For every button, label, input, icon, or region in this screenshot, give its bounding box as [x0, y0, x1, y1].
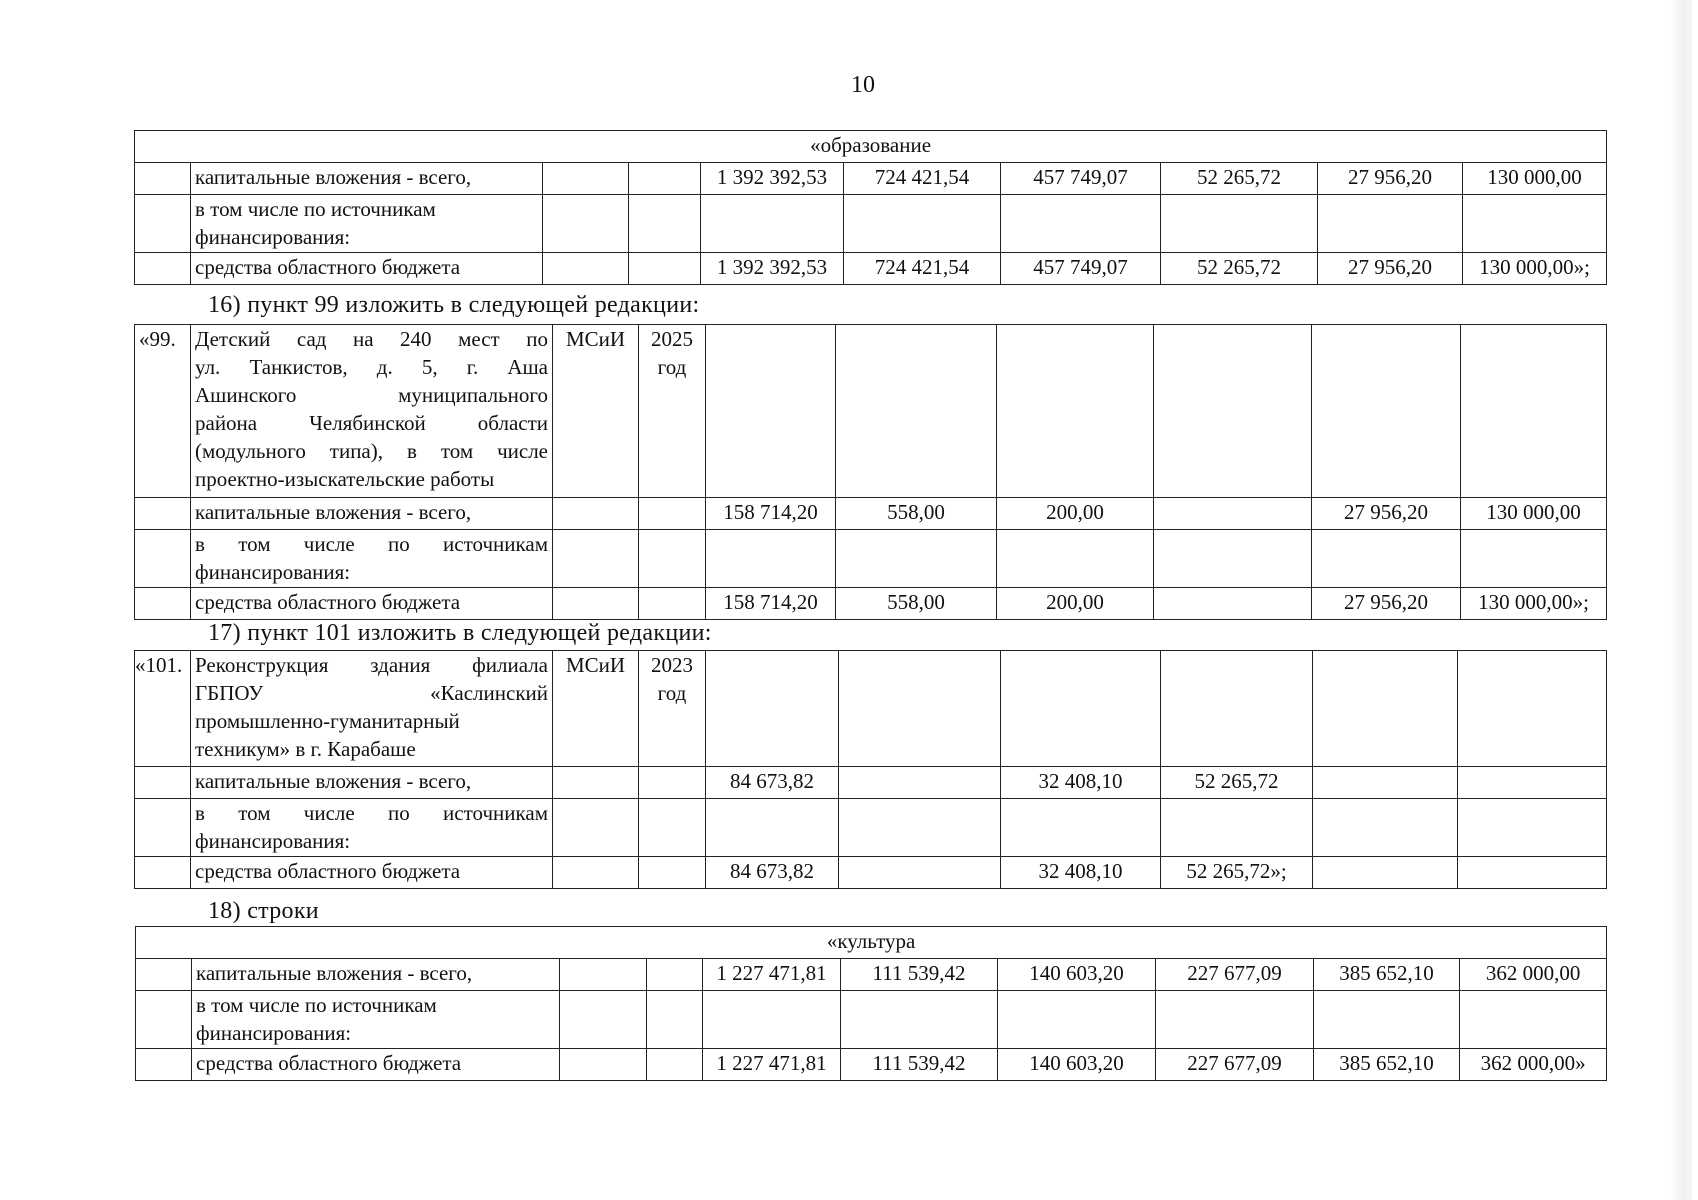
table-row: [135, 588, 1607, 620]
year: 2023 год: [639, 651, 706, 767]
table-cell: 27 956,20: [1318, 253, 1463, 285]
row-label: капитальные вложения - всего,: [192, 959, 560, 991]
table-cell: [1313, 857, 1458, 889]
row-label: средства областного бюджета: [191, 588, 553, 620]
row-label: в том числе по источникам финансирования:: [192, 991, 560, 1049]
page-number: 10: [851, 72, 875, 98]
executor: МСиИ: [553, 325, 639, 498]
table-cell: 158 714,20: [706, 588, 836, 620]
table-cell: [1458, 767, 1607, 799]
row-label: средства областного бюджета: [192, 1049, 560, 1081]
table-cell: 130 000,00: [1463, 163, 1607, 195]
row-label: капитальные вложения - всего,: [191, 498, 553, 530]
table-cell: 724 421,54: [844, 253, 1001, 285]
table-cell: 52 265,72: [1161, 767, 1313, 799]
table-row: [135, 530, 1607, 588]
table-row: [135, 163, 1607, 195]
table-cell: 1 392 392,53: [701, 253, 844, 285]
table-cell: 130 000,00: [1461, 498, 1607, 530]
table-cell: 200,00: [997, 498, 1154, 530]
row-label: в том числе по источникам финансирования:: [191, 799, 553, 857]
table-cell: 457 749,07: [1001, 163, 1161, 195]
table-row: [135, 651, 1607, 767]
table-cell: [1313, 767, 1458, 799]
year: 2025 год: [639, 325, 706, 498]
table-cell: 558,00: [836, 588, 997, 620]
object-name: Детский сад на 240 мест по ул. Танкистов, д. 5, г. Аша Ашинского муниципального района Челябинской области (модульного типа), в том числе проектно-изыскательские работы: [191, 325, 553, 498]
table-row: [135, 857, 1607, 889]
table-cell: 227 677,09: [1156, 1049, 1314, 1081]
table-cell: 140 603,20: [998, 1049, 1156, 1081]
table-cell: 52 265,72: [1161, 163, 1318, 195]
table-cell: 1 227 471,81: [703, 959, 841, 991]
table-cell: 362 000,00»: [1460, 1049, 1607, 1081]
education-table: [134, 130, 1607, 285]
table-cell: 200,00: [997, 588, 1154, 620]
table-cell: 362 000,00: [1460, 959, 1607, 991]
table-row: [136, 959, 1607, 991]
row-label: капитальные вложения - всего,: [191, 767, 553, 799]
table-cell: [1458, 857, 1607, 889]
table-cell: 558,00: [836, 498, 997, 530]
row-label: средства областного бюджета: [191, 253, 543, 285]
item-16-intro: 16) пункт 99 изложить в следующей редакции:: [208, 292, 700, 318]
table-cell: [839, 857, 1001, 889]
table-cell: [839, 767, 1001, 799]
item-number: «101.: [135, 651, 191, 767]
table-row: [135, 799, 1607, 857]
item-17-intro: 17) пункт 101 изложить в следующей редакции:: [208, 620, 712, 646]
item-18-intro: 18) строки: [208, 898, 319, 924]
row-label: капитальные вложения - всего,: [191, 163, 543, 195]
section-caption: «образование: [135, 131, 1607, 163]
table-cell: 130 000,00»;: [1463, 253, 1607, 285]
scan-edge-shadow: [1670, 0, 1692, 1200]
culture-table: [135, 926, 1607, 1081]
row-label: в том числе по источникам финансирования:: [191, 530, 553, 588]
table-row: [136, 991, 1607, 1049]
table-cell: 84 673,82: [706, 857, 839, 889]
table-row: [135, 253, 1607, 285]
table-cell: 227 677,09: [1156, 959, 1314, 991]
object-name: Реконструкция здания филиала ГБПОУ «Каслинский промышленно-гуманитарный техникум» в г. Карабаше: [191, 651, 553, 767]
table-cell: 27 956,20: [1312, 588, 1461, 620]
table-cell: 84 673,82: [706, 767, 839, 799]
table-cell: 111 539,42: [841, 959, 998, 991]
section-caption: «культура: [136, 927, 1607, 959]
table-cell: 385 652,10: [1314, 1049, 1460, 1081]
table-cell: 32 408,10: [1001, 857, 1161, 889]
item-101-table: [134, 650, 1607, 889]
table-row: [135, 767, 1607, 799]
table-row: [135, 498, 1607, 530]
row-label: в том числе по источникам финансирования:: [191, 195, 543, 253]
item-number: «99.: [135, 325, 191, 498]
table-row: [136, 1049, 1607, 1081]
table-cell: 140 603,20: [998, 959, 1156, 991]
table-cell: 130 000,00»;: [1461, 588, 1607, 620]
table-cell: 27 956,20: [1312, 498, 1461, 530]
table-row: [135, 195, 1607, 253]
table-cell: 1 227 471,81: [703, 1049, 841, 1081]
table-cell: 1 392 392,53: [701, 163, 844, 195]
table-cell: 385 652,10: [1314, 959, 1460, 991]
table-cell: 32 408,10: [1001, 767, 1161, 799]
executor: МСиИ: [553, 651, 639, 767]
table-cell: 52 265,72: [1161, 253, 1318, 285]
table-cell: [1154, 498, 1312, 530]
item-99-table: [134, 324, 1607, 620]
table-row: [135, 325, 1607, 498]
table-cell: 724 421,54: [844, 163, 1001, 195]
row-label: средства областного бюджета: [191, 857, 553, 889]
table-cell: [1154, 588, 1312, 620]
table-cell: 158 714,20: [706, 498, 836, 530]
table-cell: 111 539,42: [841, 1049, 998, 1081]
table-cell: 27 956,20: [1318, 163, 1463, 195]
table-cell: 52 265,72»;: [1161, 857, 1313, 889]
table-cell: 457 749,07: [1001, 253, 1161, 285]
